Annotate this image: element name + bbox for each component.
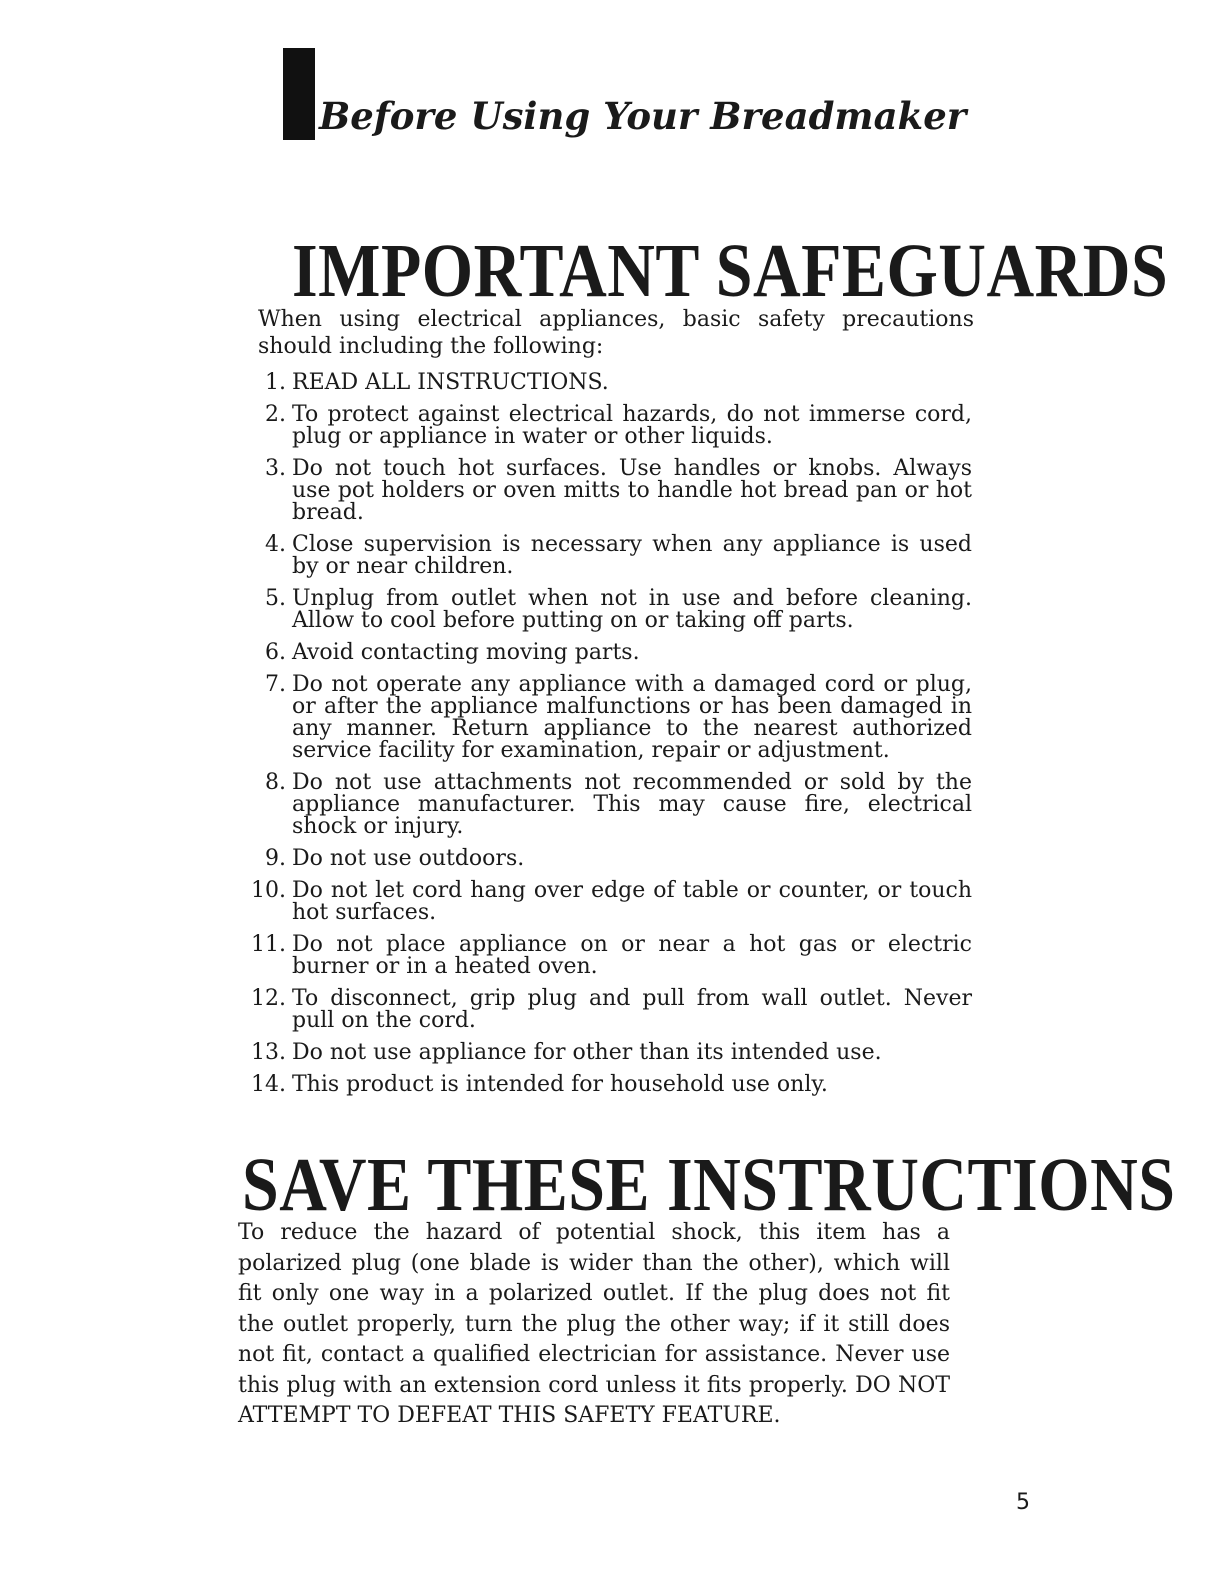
- item-number: 2.: [265, 402, 286, 427]
- item-number: 3.: [265, 456, 286, 481]
- item-number: 8.: [265, 770, 286, 795]
- item-text: Do not let cord hang over edge of table or counter, or touch hot surfaces.: [292, 878, 972, 925]
- polarized-plug-paragraph: To reduce the hazard of potential shock, this item has a polarized plug (one blade is wider than the other), which will fit only one way in a polarized outlet. If the plug does not fit the outlet properly, turn the plug the other way; if it still does not fit, contact a qualified electrician for assistance. Never use this plug with an extension cord unless it fits properly. DO NOT ATTEMPT TO DEFEAT THIS SAFETY FEATURE.: [238, 1220, 950, 1428]
- item-number: 4.: [265, 532, 286, 557]
- list-item: [242, 458, 972, 524]
- list-item: [242, 642, 972, 664]
- item-text: Do not touch hot surfaces. Use handles or knobs. Always use pot holders or oven mitts to handle hot bread pan or hot bread.: [292, 456, 972, 525]
- page-title: IMPORTANT SAFEGUARDS: [292, 229, 1169, 314]
- item-number: 12.: [251, 986, 286, 1011]
- item-number: 11.: [251, 932, 286, 957]
- item-number: 1.: [265, 370, 286, 395]
- item-number: 5.: [265, 586, 286, 611]
- item-number: 6.: [265, 640, 286, 665]
- item-text: READ ALL INSTRUCTIONS.: [292, 370, 609, 395]
- list-item: [242, 588, 972, 632]
- item-text: Close supervision is necessary when any appliance is used by or near children.: [292, 532, 972, 579]
- list-item: [242, 988, 972, 1032]
- intro-paragraph: When using electrical appliances, basic safety precautions should including the following:: [258, 307, 974, 359]
- section-header: [283, 48, 966, 140]
- list-item: [242, 534, 972, 578]
- item-number: 13.: [251, 1040, 286, 1065]
- item-number: 7.: [265, 672, 286, 697]
- item-number: 14.: [251, 1072, 286, 1097]
- item-number: 9.: [265, 846, 286, 871]
- list-item: [242, 934, 972, 978]
- save-instructions-title: SAVE THESE INSTRUCTIONS: [242, 1143, 1176, 1228]
- item-text: Do not operate any appliance with a damaged cord or plug, or after the appliance malfunctions or has been damaged in any manner. Return appliance to the nearest authorized service facility for examination, repair or adjustment.: [292, 672, 972, 763]
- item-number: 10.: [251, 878, 286, 903]
- item-text: To protect against electrical hazards, do not immerse cord, plug or appliance in water or other liquids.: [292, 402, 972, 449]
- list-item: [242, 848, 972, 870]
- safeguards-list: [242, 372, 972, 1106]
- item-text: Do not place appliance on or near a hot gas or electric burner or in a heated oven.: [292, 932, 972, 979]
- page-number: 5: [1016, 1490, 1030, 1515]
- list-item: [242, 880, 972, 924]
- list-item: [242, 404, 972, 448]
- section-marker-bar: [283, 48, 315, 140]
- item-text: This product is intended for household use only.: [292, 1072, 828, 1097]
- list-item: [242, 372, 972, 394]
- list-item: [242, 1042, 972, 1064]
- list-item: [242, 1074, 972, 1096]
- item-text: To disconnect, grip plug and pull from wall outlet. Never pull on the cord.: [292, 986, 972, 1033]
- section-title: Before Using Your Breadmaker: [319, 94, 967, 138]
- item-text: Do not use outdoors.: [292, 846, 525, 871]
- list-item: [242, 772, 972, 838]
- list-item: [242, 674, 972, 762]
- item-text: Unplug from outlet when not in use and before cleaning. Allow to cool before putting on or taking off parts.: [292, 586, 972, 633]
- item-text: Avoid contacting moving parts.: [292, 640, 640, 665]
- item-text: Do not use appliance for other than its intended use.: [292, 1040, 882, 1065]
- item-text: Do not use attachments not recommended or sold by the appliance manufacturer. This may cause fire, electrical shock or injury.: [292, 770, 972, 839]
